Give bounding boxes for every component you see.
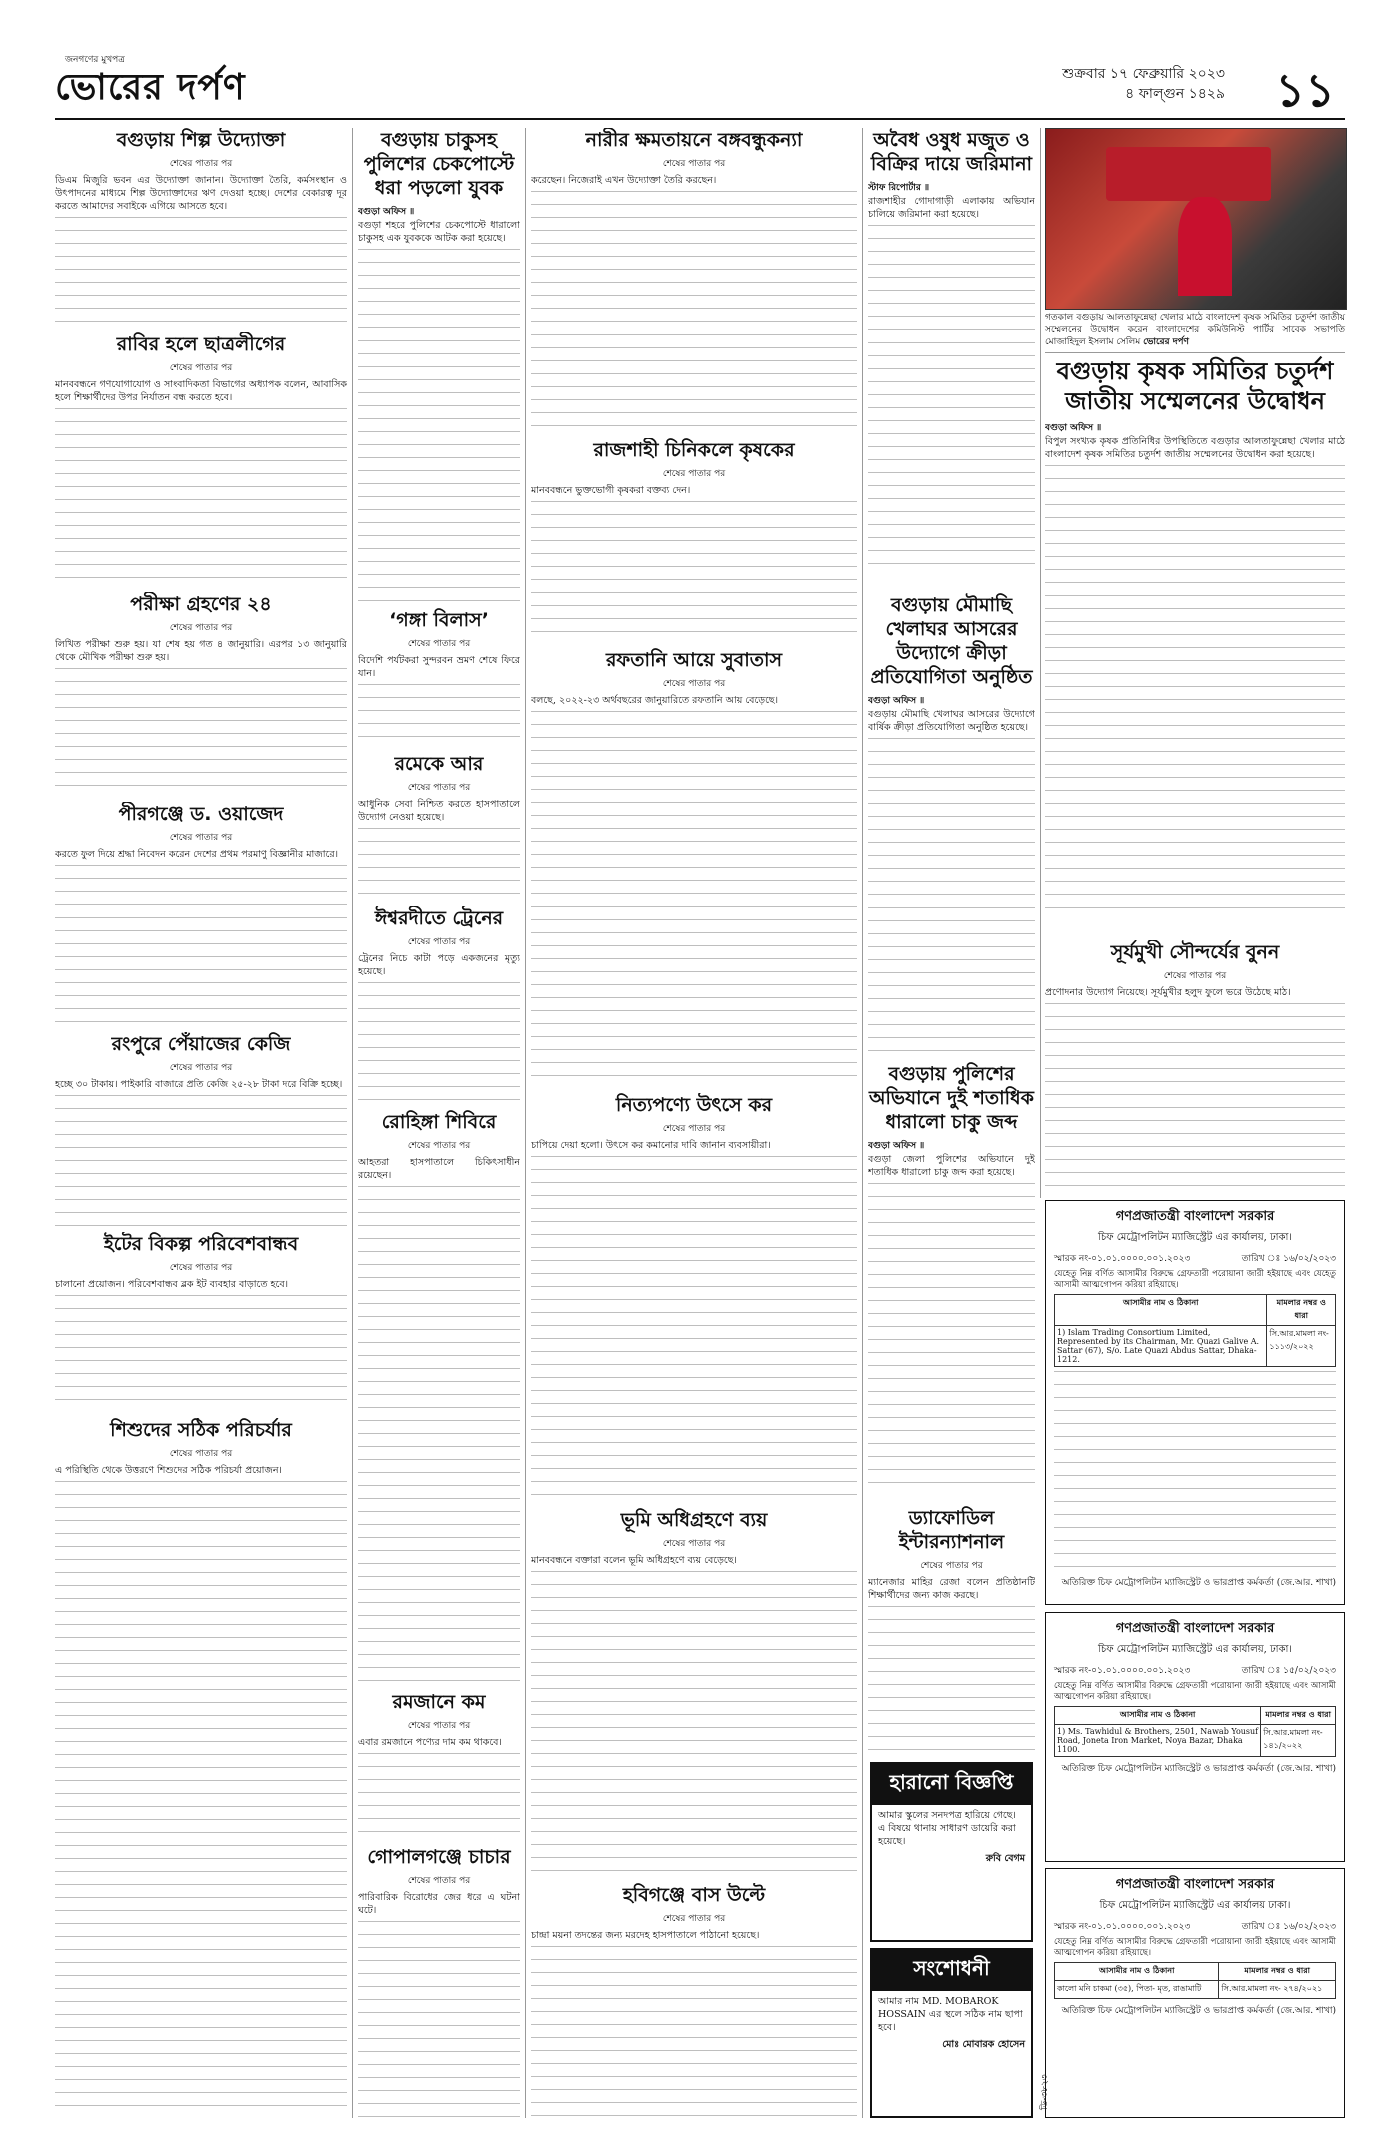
notice-ref: স্মারক নং-০১.০১.০০০০.০০১.২০২৩ (1054, 1922, 1191, 1932)
byline: বগুড়া অফিস ॥ (868, 696, 925, 706)
text-column (358, 828, 520, 902)
article-body: করতে ফুল দিয়ে শ্রদ্ধা নিবেদন করেন দেশের প্রথম পরমাণু বিজ্ঞানীর মাজারে। (55, 849, 338, 860)
continued-label: শেষের পাতার পর (169, 1263, 233, 1273)
photo-caption-text: গতকাল বগুড়ায় আলতাফুন্নেছা খেলার মাঠে বাংলাদেশ কৃষক সমিতির চতুর্দশ জাতীয় সম্মেলনের উদ্বোধন করেন বাংলাদেশের কমিউনিস্ট পার্টির সাবেক সভাপতি মোজাহিদুল ইসলাম সেলিম (1045, 313, 1345, 347)
masthead (55, 55, 1345, 117)
text-column (531, 711, 857, 1086)
text-column (358, 982, 520, 1106)
notice-ref: স্মারক নং-০১.০১.০০০০.০০১.২০২৩ (1054, 1254, 1191, 1264)
byline: বগুড়া অফিস ॥ (868, 1141, 925, 1151)
continued-label: শেষের পাতার পর (662, 1124, 726, 1134)
text-column (1045, 1003, 1345, 1193)
notice-office: চিফ মেট্রোপলিটন ম্যাজিস্ট্রেট এর কার্যালয়, ঢাকা। (1097, 1644, 1293, 1655)
article-body: ট্রেনের নিচে কাটা পড়ে একজনের মৃত্যু হয়েছে। (358, 953, 520, 977)
text-column (358, 684, 520, 748)
text-column (55, 217, 347, 328)
continued-label: শেষের পাতার পর (407, 1721, 471, 1731)
headline: বগুড়ায় চাকুসহ পুলিশের চেকপোস্টে ধরা পড়লো যুবক (363, 129, 515, 199)
article-moumachi (868, 593, 1035, 1058)
article-gopalganj (358, 1845, 520, 2118)
headline: বগুড়ায় মৌমাছি খেলাঘর আসরের উদ্যোগে ক্রীড়া প্রতিযোগিতা অনুষ্ঠিত (870, 594, 1033, 688)
article-rabi (55, 332, 347, 587)
continued-label: শেষের পাতার পর (662, 679, 726, 689)
article-ganga-bilas (358, 608, 520, 748)
continued-label: শেষের পাতার পর (407, 639, 471, 649)
news-photo (1045, 128, 1347, 310)
notice-col-head: আসামীর নাম ও ঠিকানা (1055, 1963, 1219, 1981)
column-divider (862, 128, 863, 2118)
notice-cell: সি.আর.মামলা নং- ১৪১/২০২২ (1261, 1725, 1336, 1757)
article-body: বগুড়া জেলা পুলিশের অভিযানে দুই শতাধিক ধারালো চাকু জব্দ করা হয়েছে। (868, 1154, 1035, 1178)
notice-ref-row (1054, 1919, 1336, 1934)
continued-label: শেষের পাতার পর (662, 1914, 726, 1924)
lost-notice-ad (870, 1762, 1033, 1942)
text-column (868, 738, 1035, 1058)
masthead-rule (55, 118, 1345, 120)
notice-table (1054, 1962, 1336, 1999)
headline: রংপুরে পেঁয়াজের কেজি (111, 1033, 291, 1055)
photo-caption (1045, 312, 1345, 350)
headline: ভূমি অধিগ্রহণে ব্যয় (620, 1509, 768, 1531)
article-body: বিপুল সংখ্যক কৃষক প্রতিনিধির উপস্থিতিতে বগুড়ার আলতাফুন্নেছা খেলার মাঠে বাংলাদেশ কৃষক সমিতির চতুর্দশ জাতীয় সম্মেলনের উদ্বোধন করা হয়েছে। (1045, 436, 1345, 460)
continued-label: শেষের পাতার পর (1163, 971, 1227, 981)
article-krishak (1045, 356, 1345, 936)
headline: রমজানে কম (392, 1691, 486, 1713)
notice-body: যেহেতু নিম্ন বর্ণিত আসামীর বিরুদ্ধে গ্রেফতারী পরোয়ানা জারী হইয়াছে এবং যেহেতু আসামী আত্মগোপন করিয়া রহিয়াছে। (1054, 1269, 1336, 1290)
text-column (55, 1295, 347, 1412)
headline: রমেকে আর (394, 753, 484, 775)
continued-label: শেষের পাতার পর (662, 159, 726, 169)
text-column (531, 501, 857, 641)
article-body: বগুড়া শহরে পুলিশের চেকপোস্টে ধারালো চাকুসহ এক যুবককে আটক করা হয়েছে। (358, 220, 520, 244)
article-body: ম্যানেজার মাহির রেজা বলেন প্রতিষ্ঠানটি শিক্ষার্থীদের জন্য কাজ করছে। (868, 1577, 1035, 1601)
notice-ref-row (1054, 1663, 1336, 1678)
masthead-tagline: জনগণের মুখপত্র (65, 55, 125, 65)
notice-date: তারিখ ঃ ১৫/০২/২০২৩ (1241, 1666, 1336, 1676)
text-column (531, 1946, 857, 2116)
article-body: ডিএম মিজুরি ভবন এর উদ্যোক্তা জানান। উদ্যোক্তা তৈরি, কর্মসংস্থান ও উৎপাদনের মাধ্যমে শিল্প উদ্যোক্তাদের ঋণ দেওয়া হচ্ছে। দেশের বেকারত্ব দূর করতে আমাদের সবাইকে এগিয়ে আসতে হবে। (55, 175, 347, 212)
newspaper-logo: ভোরের দর্পণ (55, 67, 246, 108)
notice-table (1054, 1706, 1336, 1757)
notice-col-head: মামলার নম্বর ও ধারা (1219, 1963, 1336, 1981)
byline: বগুড়া অফিস ॥ (358, 207, 415, 217)
lost-notice-text: আমার স্কুলের সনদপত্র হারিয়ে গেছে। এ বিষয়ে থানায় সাধারণ ডায়েরি করা হয়েছে। (878, 1810, 1016, 1847)
article-body: রাজশাহীর গোদাগাড়ী এলাকায় অভিযান চালিয়ে জরিমানা করা হয়েছে। (868, 196, 1035, 220)
date-gregorian: শুক্রবার ১৭ ফেব্রুয়ারি ২০২৩ (1062, 66, 1225, 82)
headline: রোহিঙ্গা শিবিরে (381, 1111, 497, 1133)
headline: বগুড়ায় শিল্প উদ্যোক্তা (116, 129, 286, 151)
article-roptani (531, 648, 857, 1088)
photo-speaker (1178, 197, 1232, 296)
notice-cell: সি.আর.মামলা নং- ১১১৩/২০২২ (1267, 1326, 1336, 1367)
notice-col-head: আসামীর নাম ও ঠিকানা (1055, 1295, 1267, 1326)
notice-col-head: আসামীর নাম ও ঠিকানা (1055, 1707, 1261, 1725)
notice-cell: কালো মনি চাকমা (৩৫), পিতা- মৃত, রাঙামাটি (1055, 1981, 1219, 1999)
continued-label: শেষের পাতার পর (169, 1449, 233, 1459)
headline: রাবির হলে ছাত্রলীগের (116, 333, 286, 355)
article-ishwardi (358, 906, 520, 1106)
notice-filler (1054, 1371, 1336, 1571)
headline: নিত্যপণ্যে উৎসে কর (615, 1094, 773, 1116)
article-body: চান্দ্রা ময়না তদন্তের জন্য মরদেহ হাসপাতালে পাঠানো হয়েছে। (531, 1930, 760, 1941)
column-divider (525, 128, 526, 2118)
headline: ‘গঙ্গা বিলাস’ (389, 609, 489, 631)
column-divider (1040, 128, 1041, 1198)
article-chinikol (531, 438, 857, 643)
headline: বগুড়ায় পুলিশের অভিযানে দুই শতাধিক ধারালো চাকু জব্দ (869, 1063, 1034, 1133)
article-habiganj (531, 1883, 857, 2118)
article-body: মানববন্ধনে গণযোগাযোগ ও সাংবাদিকতা বিভাগের অধ্যাপক বলেন, আবাসিক হলে শিক্ষার্থীদের উপর নির্যাতন বন্ধ করতে হবে। (55, 379, 347, 403)
notice-col-head: মামলার নম্বর ও ধারা (1267, 1295, 1336, 1326)
notice-gov: গণপ্রজাতন্ত্রী বাংলাদেশ সরকার (1115, 1621, 1275, 1636)
article-body: প্রণোদনার উদ্যোগ নিয়েছে। সূর্যমুখীর হলুদ ফুলে ভরে উঠেছে মাঠ। (1045, 987, 1291, 998)
lost-notice-name: রুবি বেগম (985, 1853, 1025, 1864)
text-column (868, 225, 1035, 570)
section-rule (1045, 352, 1345, 353)
headline: ঈশ্বরদীতে ট্রেনের (374, 907, 504, 929)
article-body: চাপিয়ে দেয়া হলো। উৎসে কর কমানোর দাবি জানান ব্যবসায়ীরা। (531, 1140, 771, 1151)
byline: স্টাফ রিপোর্টার ॥ (868, 183, 930, 193)
notice-cell: 1) Islam Trading Consortium Limited, Represented by its Chairman, Mr. Quazi Galive A. Sattar (67), S/o. Late Quazi Abdus Sattar, Dhaka-1212. (1055, 1326, 1267, 1367)
article-daffodil (868, 1506, 1035, 1758)
continued-label: শেষের পাতার পর (407, 783, 471, 793)
article-shishu (55, 1418, 347, 2118)
headline: ইটের বিকল্প পরিবেশবান্ধব (103, 1233, 299, 1255)
text-column (55, 865, 347, 1027)
headline: সূর্যমুখী সৌন্দর্যের বুনন (1110, 941, 1280, 963)
article-porikkha (55, 592, 347, 797)
article-shilpa (55, 128, 347, 328)
continued-label: শেষের পাতার পর (169, 623, 233, 633)
article-body: মানববন্ধনে ভুক্তভোগী কৃষকরা বক্তব্য দেন। (531, 485, 691, 496)
notice-table (1054, 1294, 1336, 1367)
article-chaku-jobdo (868, 1062, 1035, 1502)
continued-label: শেষের পাতার পর (662, 469, 726, 479)
correction-name: মোঃ মোবারক হোসেন (942, 2039, 1025, 2050)
continued-label: শেষের পাতার পর (169, 363, 233, 373)
dateline (1062, 64, 1225, 104)
notice-ref: স্মারক নং-০১.০১.০০০০.০০১.২০২৩ (1054, 1666, 1191, 1676)
article-body: এবার রমজানে পণ্যের দাম কম থাকবে। (358, 1737, 502, 1748)
article-body: এ পরিস্থিতি থেকে উত্তরণে শিশুদের সঠিক পরিচর্যা প্রয়োজন। (55, 1465, 282, 1476)
headline: বগুড়ায় কৃষক সমিতির চতুর্দশ জাতীয় সম্মেলনের উদ্বোধন (1056, 357, 1334, 415)
headline: পীরগঞ্জে ড. ওয়াজেদ (118, 803, 284, 825)
notice-ref-row (1054, 1251, 1336, 1266)
article-body: পারিবারিক বিরোধের জের ধরে এ ঘটনা ঘটে। (358, 1892, 520, 1916)
article-ramjan (358, 1690, 520, 1840)
article-bhumi (531, 1508, 857, 1878)
photo-banner (1106, 147, 1271, 201)
text-column (531, 191, 857, 426)
notice-office: চিফ মেট্রোপলিটন ম্যাজিস্ট্রেট এর কার্যালয় ঢাকা। (1099, 1900, 1291, 1911)
article-iter (55, 1232, 347, 1412)
article-rangpur (55, 1032, 347, 1227)
date-bengali: ৪ ফাল্গুন ১৪২৯ (1125, 86, 1225, 102)
text-column (358, 249, 520, 603)
article-oshudh (868, 128, 1035, 588)
court-notice-2 (1045, 1612, 1345, 1862)
text-column (868, 1606, 1035, 1758)
article-body: চালানো প্রয়োজন। পরিবেশবান্ধব ব্লক ইট ব্যবহার বাড়াতে হবে। (55, 1279, 289, 1290)
notice-body: যেহেতু নিম্ন বর্ণিত আসামীর বিরুদ্ধে গ্রেফতারী পরোয়ানা জারী হইয়াছে এবং আসামী আত্মগোপন করিয়া রহিয়াছে। (1054, 1937, 1336, 1958)
byline: বগুড়া অফিস ॥ (1045, 423, 1102, 433)
text-column (531, 1156, 857, 1501)
notice-body: যেহেতু নিম্ন বর্ণিত আসামীর বিরুদ্ধে গ্রেফতারী পরোয়ানা জারী হইয়াছে এবং আসামী আত্মগোপন করিয়া রহিয়াছে। (1054, 1681, 1336, 1702)
correction-ad (870, 1948, 1033, 2118)
text-column (55, 1095, 347, 1227)
headline: হবিগঞ্জে বাস উল্টে (622, 1884, 766, 1906)
article-body: করেছেন। নিজেরাই এখন উদ্যোক্তা তৈরি করছেন। (531, 175, 717, 186)
article-body: আহতরা হাসপাতালে চিকিৎসাধীন রয়েছেন। (358, 1157, 520, 1181)
headline: শিশুদের সঠিক পরিচর্যার (110, 1419, 292, 1441)
notice-gov: গণপ্রজাতন্ত্রী বাংলাদেশ সরকার (1115, 1877, 1275, 1892)
text-column (358, 1186, 520, 1685)
notice-date: তারিখ ঃ ১৬/০২/২০২৩ (1241, 1254, 1336, 1264)
text-column (55, 408, 347, 587)
correction-text: আমার নাম MD. MOBAROK HOSSAIN এর স্থলে সঠিক নাম ছাপা হবে। (878, 1996, 1023, 2033)
notice-cell: 1) Ms. Tawhidul & Brothers, 2501, Nawab Yousuf Road, Joneta Iron Market, Noya Bazar, Dhaka 1100. (1055, 1725, 1261, 1757)
notice-col-head: মামলার নম্বর ও ধারা (1261, 1707, 1336, 1725)
continued-label: শেষের পাতার পর (407, 1876, 471, 1886)
notice-signature: অতিরিক্ত চিফ মেট্রোপলিটন ম্যাজিস্ট্রেট ও ভারপ্রাপ্ত কর্মকর্তা (জে.আর. শাখা) (1061, 1764, 1336, 1774)
notice-cell: সি.আর.মামলা নং- ২৭৪/২০২১ (1219, 1981, 1336, 1999)
text-column (55, 1481, 347, 2111)
headline: পরীক্ষা গ্রহণের ২৪ (130, 593, 272, 615)
notice-signature: অতিরিক্ত চিফ মেট্রোপলিটন ম্যাজিস্ট্রেট ও ভারপ্রাপ্ত কর্মকর্তা (জে.আর. শাখা) (1061, 2006, 1336, 2016)
column-divider (352, 128, 353, 2118)
headline: রফতানি আয়ে সুবাতাস (605, 649, 783, 671)
text-column (358, 1753, 520, 1838)
continued-label: শেষের পাতার পর (920, 1561, 983, 1571)
ad-code: ডি-৩৮২৩ (1040, 2074, 1050, 2110)
article-narir (531, 128, 857, 433)
article-pirganj (55, 802, 347, 1027)
article-body: মানববন্ধনে বক্তারা বলেন ভূমি অধিগ্রহণে ব্যয় বেড়েছে। (531, 1555, 737, 1566)
notice-gov: গণপ্রজাতন্ত্রী বাংলাদেশ সরকার (1115, 1209, 1275, 1224)
article-chaku-jubok (358, 128, 520, 603)
continued-label: শেষের পাতার পর (662, 1539, 726, 1549)
notice-signature: অতিরিক্ত চিফ মেট্রোপলিটন ম্যাজিস্ট্রেট ও ভারপ্রাপ্ত কর্মকর্তা (জে.আর. শাখা) (1061, 1578, 1336, 1588)
text-column (55, 668, 347, 797)
court-notice-3 (1045, 1868, 1345, 2118)
continued-label: শেষের পাতার পর (169, 1063, 233, 1073)
court-notice-1 (1045, 1200, 1345, 1605)
notice-date: তারিখ ঃ ১৬/০২/২০২৩ (1241, 1922, 1336, 1932)
continued-label: শেষের পাতার পর (407, 1141, 471, 1151)
article-surjomukhi (1045, 940, 1345, 1195)
headline: অবৈধ ওষুধ মজুত ও বিক্রির দায়ে জরিমানা (870, 129, 1033, 175)
text-column (531, 1571, 857, 1876)
page-number: ১১ (1275, 63, 1335, 117)
article-rameke (358, 752, 520, 902)
headline: ড্যাফোডিল ইন্টারন্যাশনাল (898, 1507, 1005, 1553)
text-column (358, 1921, 520, 2118)
continued-label: শেষের পাতার পর (169, 833, 233, 843)
article-body: বলছে, ২০২২-২৩ অর্থবছরের জানুয়ারিতে রফতানি আয় বেড়েছে। (531, 695, 779, 706)
article-body: আধুনিক সেবা নিশ্চিত করতে হাসপাতালে উদ্যোগ নেওয়া হয়েছে। (358, 799, 520, 823)
photo-credit: ভোরের দর্পণ (1143, 337, 1189, 347)
article-rohingya (358, 1110, 520, 1685)
article-body: বগুড়ায় মৌমাছি খেলাঘর আসরের উদ্যোগে বার্ষিক ক্রীড়া প্রতিযোগিতা অনুষ্ঠিত হয়েছে। (868, 709, 1035, 733)
continued-label: শেষের পাতার পর (169, 159, 233, 169)
article-body: লিখিত পরীক্ষা শুরু হয়। যা শেষ হয় গত ৪ জানুয়ারি। এরপর ১৩ জানুয়ারি থেকে মৌখিক পরীক্ষা শুরু হয়। (55, 639, 347, 663)
article-body: বিদেশি পর্যটকরা সুন্দরবন ভ্রমণ শেষে ফিরে যান। (358, 655, 520, 679)
article-nityapanya (531, 1093, 857, 1503)
headline: রাজশাহী চিনিকলে কৃষকের (593, 439, 795, 461)
continued-label: শেষের পাতার পর (407, 937, 471, 947)
headline: নারীর ক্ষমতায়নে বঙ্গবন্ধুকন্যা (585, 129, 803, 151)
lost-notice-title: হারানো বিজ্ঞপ্তি (872, 1764, 1031, 1805)
text-column (868, 1183, 1035, 1493)
text-column (1045, 465, 1345, 910)
notice-office: চিফ মেট্রোপলিটন ম্যাজিস্ট্রেট এর কার্যালয়, ঢাকা। (1097, 1232, 1293, 1243)
headline: গোপালগঞ্জে চাচার (367, 1846, 511, 1868)
article-body: হচ্ছে ৩০ টাকায়। পাইকারি বাজারে প্রতি কেজি ২৫-২৮ টাকা দরে বিক্রি হচ্ছে। (55, 1079, 343, 1090)
correction-title: সংশোধনী (872, 1950, 1031, 1991)
